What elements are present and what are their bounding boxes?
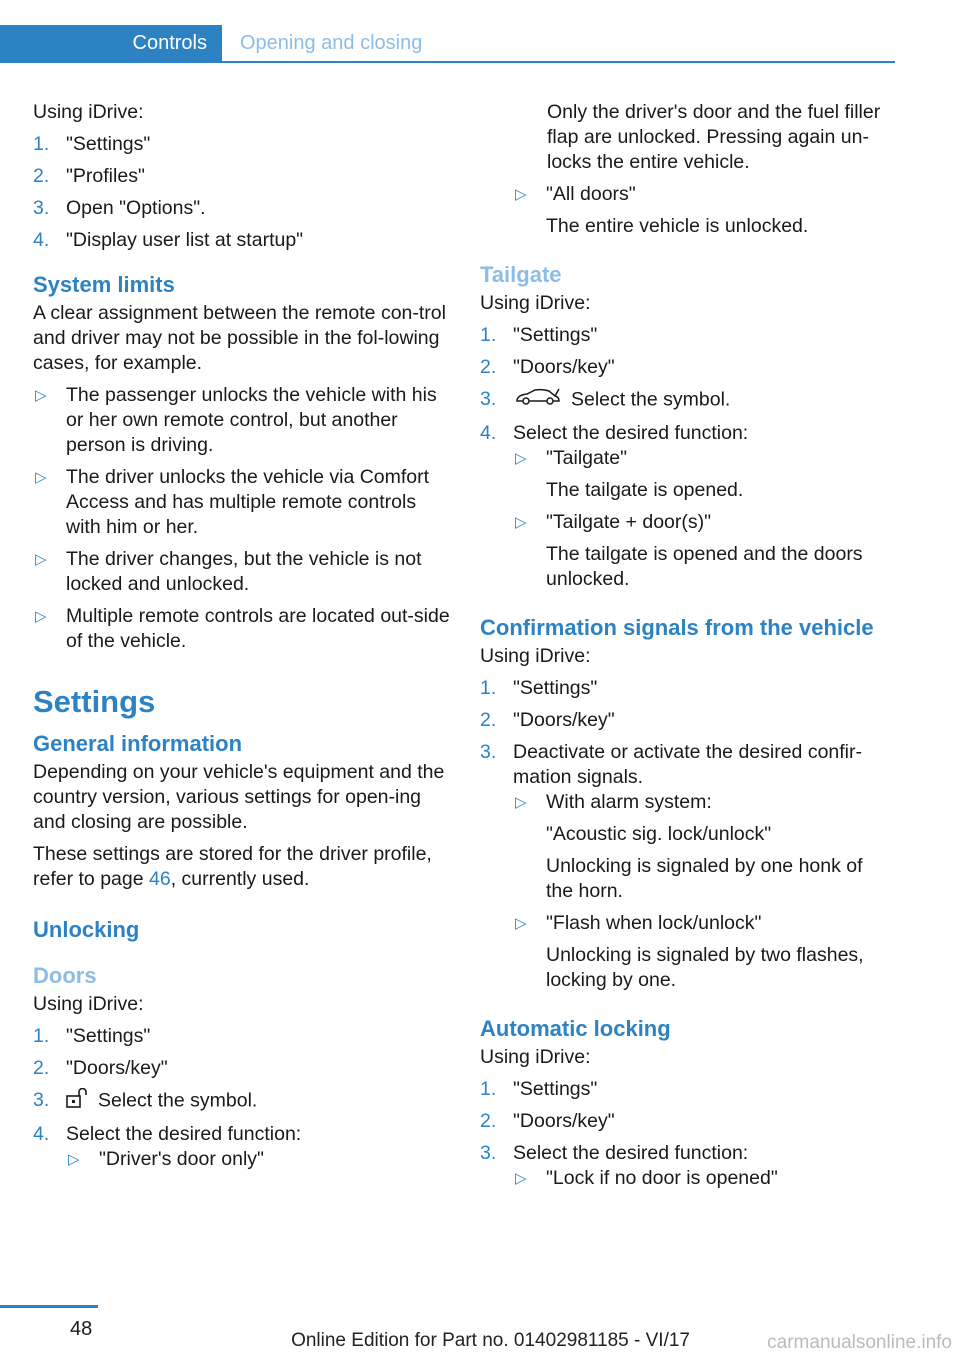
left-column [33, 100, 453, 1179]
list-item: ▷ The passenger unlocks the vehicle with his or her own remote control, but another person is driving. [35, 384, 437, 456]
edition-text: Online Edition for Part no. 01402981185 - VI/17 [291, 1330, 690, 1351]
automatic-function-list [513, 1166, 895, 1191]
confirmation-steps [480, 676, 895, 993]
doors-heading: Doors [33, 963, 97, 988]
tab-controls[interactable]: Controls [0, 25, 222, 61]
list-item: 2. "Doors/key" [480, 1110, 615, 1132]
triangle-bullet-icon: ▷ [68, 1151, 80, 1168]
confirmation-intro: Using iDrive: [480, 645, 591, 667]
right-column [480, 100, 895, 1198]
driver-door-desc: Only the driver's door and the fuel filler flap are unlocked. Pressing again un-locks the entire vehicle. [547, 101, 881, 173]
triangle-bullet-icon: ▷ [35, 387, 47, 404]
continued-text-block [480, 100, 895, 175]
triangle-bullet-icon: ▷ [515, 794, 527, 811]
list-item: ▷ "Flash when lock/unlock" Unlocking is signaled by two flashes, locking by one. [515, 912, 864, 991]
list-item: 2. "Profiles" [33, 165, 145, 187]
list-item: 1. "Settings" [480, 1078, 598, 1100]
watermark: carmanualsonline.info [767, 1332, 952, 1353]
door-unlock-icon [66, 1088, 88, 1115]
list-item: 4. "Display user list at startup" [33, 229, 304, 251]
doors-intro: Using iDrive: [33, 993, 144, 1015]
list-item: 2. "Doors/key" [480, 356, 615, 378]
automatic-locking-heading: Automatic locking [480, 1016, 671, 1041]
automatic-steps [480, 1077, 895, 1191]
doors-function-list [66, 1147, 453, 1172]
page-link[interactable]: 46 [149, 868, 171, 890]
car-tailgate-icon [515, 387, 561, 414]
list-item: 1. "Settings" [480, 677, 598, 699]
unlocking-heading: Unlocking [33, 917, 140, 942]
triangle-bullet-icon: ▷ [515, 1170, 527, 1187]
automatic-intro: Using iDrive: [480, 1046, 591, 1068]
step-number: 4. [33, 229, 50, 251]
footer-divider [0, 1305, 98, 1308]
step-number: 1. [33, 133, 50, 155]
step-number: 2. [33, 165, 50, 187]
intro-text: Using iDrive: [33, 101, 144, 123]
general-text-1: Depending on your vehicle's equipment and the country version, various settings for open-ing and closing are possible. [33, 761, 445, 833]
triangle-bullet-icon: ▷ [515, 450, 527, 467]
list-item: ▷ The driver unlocks the vehicle via Comfort Access and has multiple remote controls with him or her. [35, 466, 430, 538]
list-item: ▷ "Lock if no door is opened" [515, 1167, 778, 1189]
confirmation-heading: Confirmation signals from the vehicle [480, 615, 874, 640]
system-limits-list [33, 383, 453, 654]
triangle-bullet-icon: ▷ [515, 186, 527, 203]
all-doors-list [513, 182, 895, 239]
triangle-bullet-icon: ▷ [515, 514, 527, 531]
triangle-bullet-icon: ▷ [35, 469, 47, 486]
tailgate-intro: Using iDrive: [480, 292, 591, 314]
triangle-bullet-icon: ▷ [35, 608, 47, 625]
tab-opening-and-closing[interactable]: Opening and closing [240, 32, 423, 54]
confirmation-function-list [513, 790, 895, 993]
list-item: ▷ "Tailgate" The tailgate is opened. [515, 447, 744, 501]
list-item: ▷ The driver changes, but the vehicle is not locked and unlocked. [35, 548, 422, 595]
tailgate-steps [480, 323, 895, 592]
list-item: ▷ "Tailgate + door(s)" The tailgate is opened and the doors unlocked. [515, 511, 863, 590]
list-item: ▷ "Driver's door only" [68, 1148, 264, 1170]
list-item: 1. "Settings" [33, 133, 151, 155]
list-item: 3. Select the desired function: ▷ "Lock if no door is opened" [480, 1141, 895, 1191]
triangle-bullet-icon: ▷ [515, 915, 527, 932]
list-item: 1. "Settings" [33, 1025, 151, 1047]
list-item: 1. "Settings" [480, 324, 598, 346]
profile-steps [33, 132, 453, 253]
settings-heading: Settings [33, 684, 156, 719]
list-item: ▷ "All doors" The entire vehicle is unlocked. [515, 183, 809, 237]
list-item: 2. "Doors/key" [33, 1057, 168, 1079]
list-item: 3. Select the symbol. [33, 1088, 453, 1115]
doors-steps [33, 1024, 453, 1172]
page-header [0, 25, 895, 63]
page-number: 48 [70, 1318, 93, 1340]
list-item: 2. "Doors/key" [480, 709, 615, 731]
system-limits-heading: System limits [33, 272, 175, 297]
general-text-2: These settings are stored for the driver profile, refer to page 46, currently used. [33, 843, 432, 890]
tailgate-function-list [513, 446, 895, 592]
list-item: ▷ Multiple remote controls are located out-side of the vehicle. [35, 605, 450, 652]
list-item: 3. Select the symbol. [480, 387, 895, 414]
list-item: ▷ With alarm system: "Acoustic sig. lock/unlock" Unlocking is signaled by one honk of the horn. [515, 791, 863, 902]
step-number: 3. [33, 197, 50, 219]
list-item: 4. Select the desired function: ▷ "Driver's door only" [33, 1122, 453, 1172]
triangle-bullet-icon: ▷ [35, 551, 47, 568]
tailgate-heading: Tailgate [480, 262, 562, 287]
list-item: 4. Select the desired function: ▷ "Tailgate" The tailgate is opened. ▷ "Tailgate + door(s)" The tailgate is opened and the doors unlocked. [480, 421, 895, 592]
list-item: 3. Deactivate or activate the desired confir-mation signals. ▷ With alarm system: "Acoustic sig. lock/unlock" Unlocking is signaled by one honk of the horn. ▷ "Flash when lock/unlock" Unlocking is signaled by two flashes, locking by one. [480, 740, 895, 993]
list-item: 3. Open "Options". [33, 197, 206, 219]
system-limits-text: A clear assignment between the remote con-trol and driver may not be possible in the fol-lowing cases, for example. [33, 302, 446, 374]
general-information-heading: General information [33, 731, 243, 756]
